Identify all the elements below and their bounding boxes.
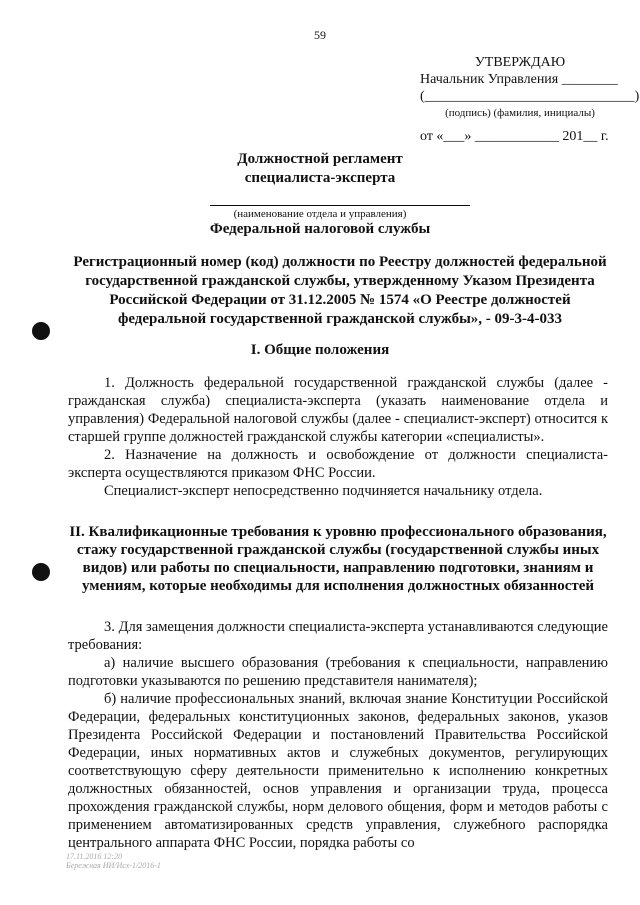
approval-signature-caption: (подпись) (фамилия, инициалы) (445, 107, 595, 119)
registration-number: Регистрационный номер (код) должности по Реестру должностей федеральной государственной гражданской службы, утвержденному Указом Президента Российской Федерации от 31.12.2005 № 1574 «О Реестре должностей федеральной государственной гражданской службы», - 09-3-4-033 (73, 254, 607, 327)
section2-paragraph: 3. Для замещения должности специалиста-эксперта устанавливаются следующие требования: (68, 619, 608, 653)
section1-heading: I. Общие положения (250, 342, 390, 358)
approval-position: Начальник Управления ________ (420, 72, 618, 87)
approval-title: УТВЕРЖДАЮ (474, 55, 566, 70)
section2-body (68, 618, 608, 852)
section2-paragraph: б) наличие профессиональных знаний, включая знание Конституции Российской Федерации, федеральных конституционных законов, федеральных законов, указов Президента Российской Федерации и постановлений Правительства Российской Федерации, иных нормативных актов и служебных документов, регулирующих соответствующую сферу деятельности применительно к исполнению конкретных должностных обязанностей, основ управления и организации труда, процесса прохождения гражданской службы, норм делового общения, форм и методов работы с применением автоматизированных средств управления, служебного распорядка центрального аппарата ФНС России, порядка работы со (68, 691, 608, 851)
approval-date: от «___» ____________ 201__ г. (420, 129, 609, 144)
document-title-line2: специалиста-эксперта (244, 170, 396, 186)
punch-hole (32, 322, 50, 340)
document-title-line1: Должностной регламент (237, 151, 403, 167)
document-title (0, 150, 640, 188)
punch-hole (32, 563, 50, 581)
approval-signature-line: (______________________________) (420, 89, 640, 104)
page-number: 59 (314, 28, 326, 42)
section2-paragraph: а) наличие высшего образования (требования к специальности, направлению подготовки указываются по решению представителя нанимателя); (68, 655, 608, 689)
section1-paragraph: 1. Должность федеральной государственной гражданской службы (далее - гражданская служба) специалиста-эксперта (указать наименование отдела и управления) Федеральной налоговой службы (далее - специалист-эксперт) относится к старшей группе должностей гражданской службы категории «специалисты». (68, 375, 608, 445)
stamp-line1: 17.11.2016 12:20 (66, 852, 123, 861)
section2-heading: II. Квалификационные требования к уровню профессионального образования, стажу государственной гражданской службы (государственной службы иных видов) или работы по специальности, направлению подготовки, знаниям и умениям, которые необходимы для исполнения должностных обязанностей (69, 524, 607, 594)
approval-block (420, 54, 640, 145)
stamp-line2: Бережная ИИ/Исх-1/2016-1 (66, 861, 161, 870)
section1-body (68, 374, 608, 500)
org-name: Федеральной налоговой службы (209, 221, 431, 237)
section1-paragraph: 2. Назначение на должность и освобождение от должности специалиста-эксперта осуществляются приказом ФНС России. (68, 447, 608, 481)
print-stamp (66, 852, 161, 870)
org-underline (210, 205, 470, 206)
section1-paragraph: Специалист-эксперт непосредственно подчиняется начальнику отдела. (104, 483, 543, 499)
org-caption: (наименование отдела и управления) (233, 208, 407, 220)
